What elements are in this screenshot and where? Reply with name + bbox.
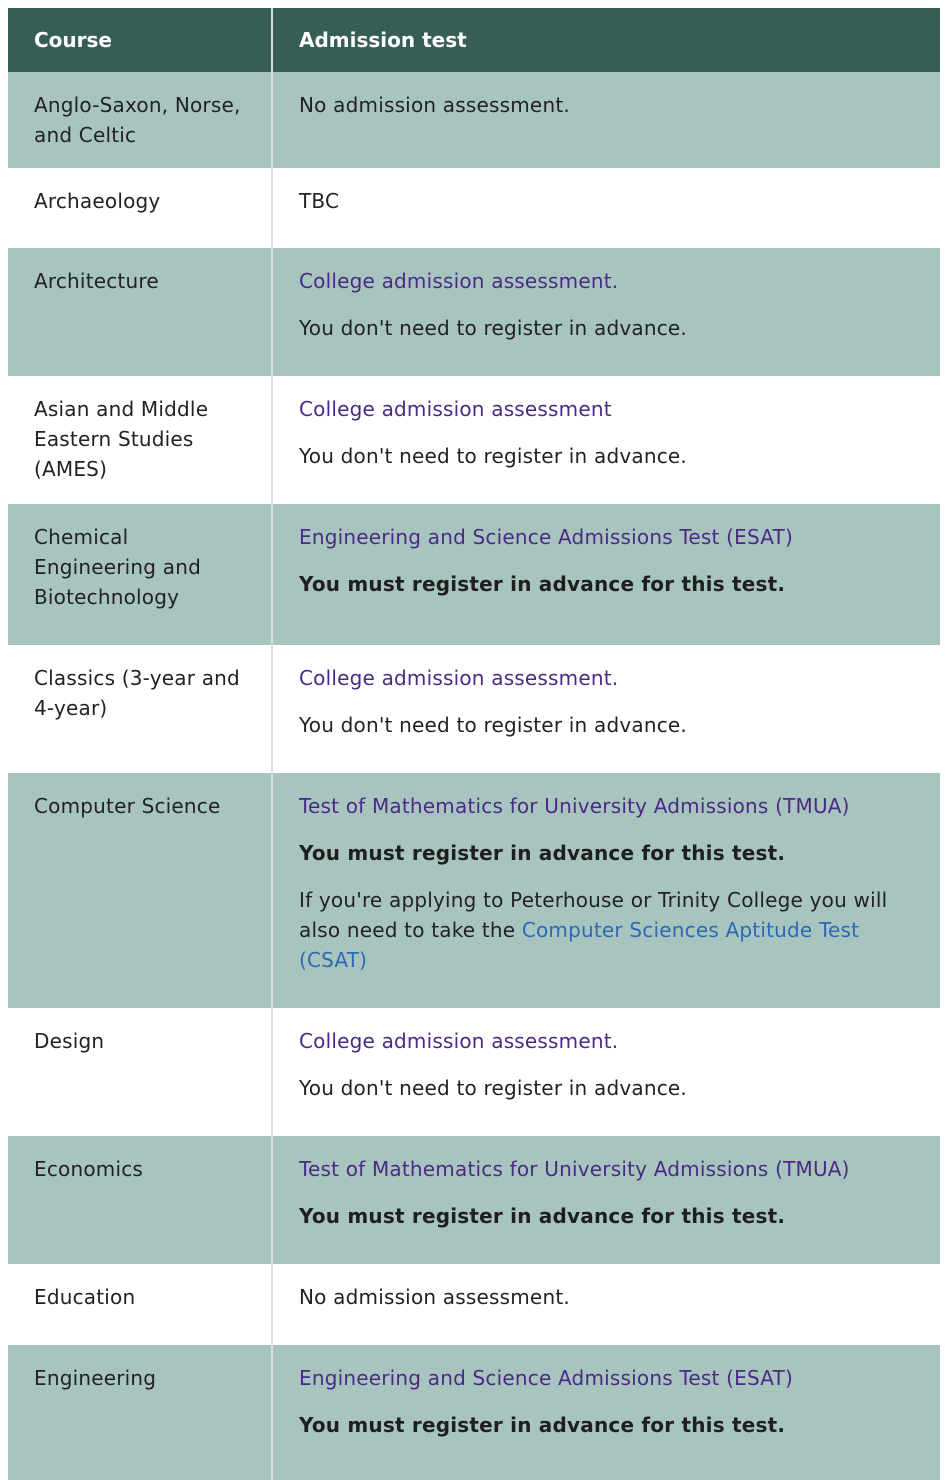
test-cell xyxy=(272,1136,940,1264)
registration-note: You must register in advance for this test. xyxy=(299,1413,786,1437)
test-cell xyxy=(272,645,940,773)
table-row xyxy=(8,1264,940,1345)
course-cell: Anglo-Saxon, Norse, and Celtic xyxy=(8,72,272,168)
test-link[interactable]: Engineering and Science Admissions Test (ESAT) xyxy=(299,1366,793,1390)
extra-note xyxy=(299,885,914,975)
registration-note: You don't need to register in advance. xyxy=(299,316,687,340)
course-cell: Chemical Engineering and Biotechnology xyxy=(8,504,272,645)
csat-link[interactable]: Computer Sciences Aptitude Test (CSAT) xyxy=(299,918,860,972)
course-column-header: Course xyxy=(8,8,272,72)
test-text: TBC xyxy=(299,189,340,213)
table-row xyxy=(8,773,940,1008)
table-body xyxy=(8,72,940,1480)
test-cell xyxy=(272,1345,940,1480)
table-row xyxy=(8,248,940,376)
course-cell: Classics (3-year and 4-year) xyxy=(8,645,272,773)
course-cell: Education xyxy=(8,1264,272,1345)
table-row xyxy=(8,376,940,504)
test-cell xyxy=(272,168,940,248)
test-cell xyxy=(272,773,940,1008)
course-cell: Architecture xyxy=(8,248,272,376)
test-link[interactable]: Test of Mathematics for University Admissions (TMUA) xyxy=(299,794,850,818)
table-row xyxy=(8,645,940,773)
registration-note: You must register in advance for this test. xyxy=(299,572,786,596)
registration-note: You must register in advance for this test. xyxy=(299,841,786,865)
extra-note-text: If you're applying to Peterhouse or Trinity College you will also need to take the xyxy=(299,888,888,942)
course-cell: Asian and Middle Eastern Studies (AMES) xyxy=(8,376,272,504)
admission-test-column-header: Admission test xyxy=(272,8,940,72)
table-row xyxy=(8,504,940,645)
registration-note: You must register in advance for this test. xyxy=(299,1204,786,1228)
test-cell xyxy=(272,1008,940,1136)
course-cell: Computer Science xyxy=(8,773,272,1008)
test-cell xyxy=(272,504,940,645)
table-row xyxy=(8,168,940,248)
table-header xyxy=(8,8,940,72)
test-link[interactable]: Engineering and Science Admissions Test (ESAT) xyxy=(299,525,793,549)
registration-note: You don't need to register in advance. xyxy=(299,1076,687,1100)
table-row xyxy=(8,1008,940,1136)
test-cell xyxy=(272,72,940,168)
test-cell xyxy=(272,248,940,376)
table-row xyxy=(8,1136,940,1264)
admission-tests-table xyxy=(8,8,940,1480)
course-cell: Engineering xyxy=(8,1345,272,1480)
header-row xyxy=(8,8,940,72)
test-cell xyxy=(272,376,940,504)
table-row xyxy=(8,72,940,168)
course-cell: Design xyxy=(8,1008,272,1136)
course-cell: Economics xyxy=(8,1136,272,1264)
registration-note: You don't need to register in advance. xyxy=(299,713,687,737)
test-link[interactable]: College admission assessment. xyxy=(299,666,619,690)
test-link[interactable]: College admission assessment. xyxy=(299,269,619,293)
test-text: No admission assessment. xyxy=(299,93,570,117)
test-link[interactable]: College admission assessment. xyxy=(299,1029,619,1053)
course-cell: Archaeology xyxy=(8,168,272,248)
test-cell xyxy=(272,1264,940,1345)
test-text: No admission assessment. xyxy=(299,1285,570,1309)
table-row xyxy=(8,1345,940,1480)
test-link[interactable]: College admission assessment xyxy=(299,397,612,421)
test-link[interactable]: Test of Mathematics for University Admissions (TMUA) xyxy=(299,1157,850,1181)
registration-note: You don't need to register in advance. xyxy=(299,444,687,468)
